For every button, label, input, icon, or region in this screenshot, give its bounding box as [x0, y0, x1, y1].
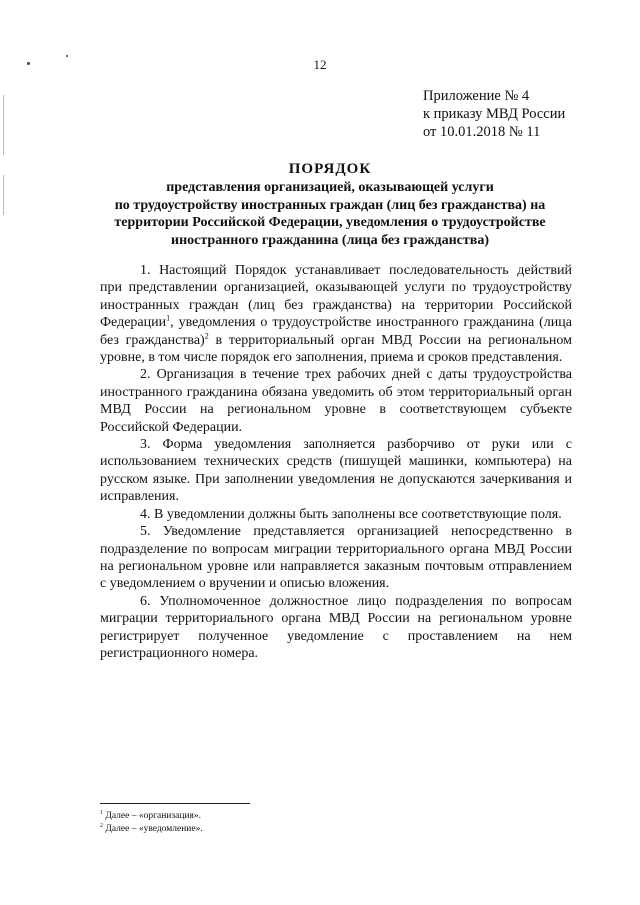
title-line-4: иностранного гражданина (лица без гражданства) — [171, 232, 489, 248]
footnote-ref-1: 1 — [166, 313, 171, 323]
footnote-1-text: Далее – «организация». — [103, 811, 201, 821]
footnote-2 — [100, 823, 203, 836]
annex-line-2: к приказу МВД России — [423, 106, 566, 122]
title-subtitle — [90, 179, 570, 249]
footnote-divider — [100, 803, 250, 804]
footnote-1 — [100, 810, 203, 823]
paragraph-3: 3. Форма уведомления заполняется разборчиво от руки или с использованием технических средств (пишущей машинки, компьютера) на русском языке. При заполнении уведомления не допускаются зачеркивания и исправления. — [100, 437, 572, 505]
paragraph-2: 2. Организация в течение трех рабочих дней с даты трудоустройства иностранного гражданина обязана уведомить об этом территориальный орган МВД России на региональном уровне в соответствующем субъекте Российской Федерации. — [100, 367, 572, 435]
footnotes — [100, 810, 203, 836]
title-line-2: по трудоустройству иностранных граждан (лиц без гражданства) на — [114, 197, 546, 213]
title-main: ПОРЯДОК — [288, 161, 372, 177]
document-title — [90, 160, 570, 249]
annex-header — [423, 87, 565, 141]
paragraph-5: 5. Уведомление представляется организацией непосредственно в подразделение по вопросам миграции территориального органа МВД России на региональном уровне или направляется заказным почтовым отправлением с уведомлением о вручении и описью вложения. — [100, 524, 572, 592]
footnote-ref-2: 2 — [204, 330, 209, 340]
scan-edge-line — [3, 175, 4, 215]
footnote-2-text: Далее – «уведомление». — [103, 824, 203, 834]
scan-edge-line — [3, 95, 4, 155]
paragraph-1-text-c: в территориальный орган МВД России на региональном уровне, в том числе порядок его заполнения, приема и сроков представления. — [100, 332, 572, 366]
paragraph-1 — [100, 262, 572, 366]
paragraph-6: 6. Уполномоченное должностное лицо подразделения по вопросам миграции территориального органа МВД России на региональном уровне регистрирует полученное уведомление с проставлением на нем регистрационного номера. — [100, 593, 572, 661]
annex-line-3: от 10.01.2018 № 11 — [423, 124, 541, 140]
paragraph-1-text-b: , уведомления о трудоустройстве иностранного гражданина (лица без гражданства) — [100, 315, 572, 348]
paragraph-1-text-a: 1. Настоящий Порядок устанавливает последовательность действий при представлении организацией, оказывающей услуги по трудоустройству иностранных граждан (лиц без гражданства) на территории Российской Федерации — [100, 263, 572, 331]
title-line-3: территории Российской Федерации, уведомления о трудоустройстве — [114, 215, 546, 230]
paragraph-4: 4. В уведомлении должны быть заполнены все соответствующие поля. — [140, 506, 562, 522]
page-number: 12 — [313, 57, 327, 72]
footnote-1-mark: 1 — [100, 809, 103, 816]
title-line-1: представления организацией, оказывающей услуги — [166, 180, 494, 195]
annex-line-1: Приложение № 4 — [423, 88, 530, 104]
footnote-2-mark: 2 — [100, 822, 103, 829]
document-body — [100, 262, 572, 662]
